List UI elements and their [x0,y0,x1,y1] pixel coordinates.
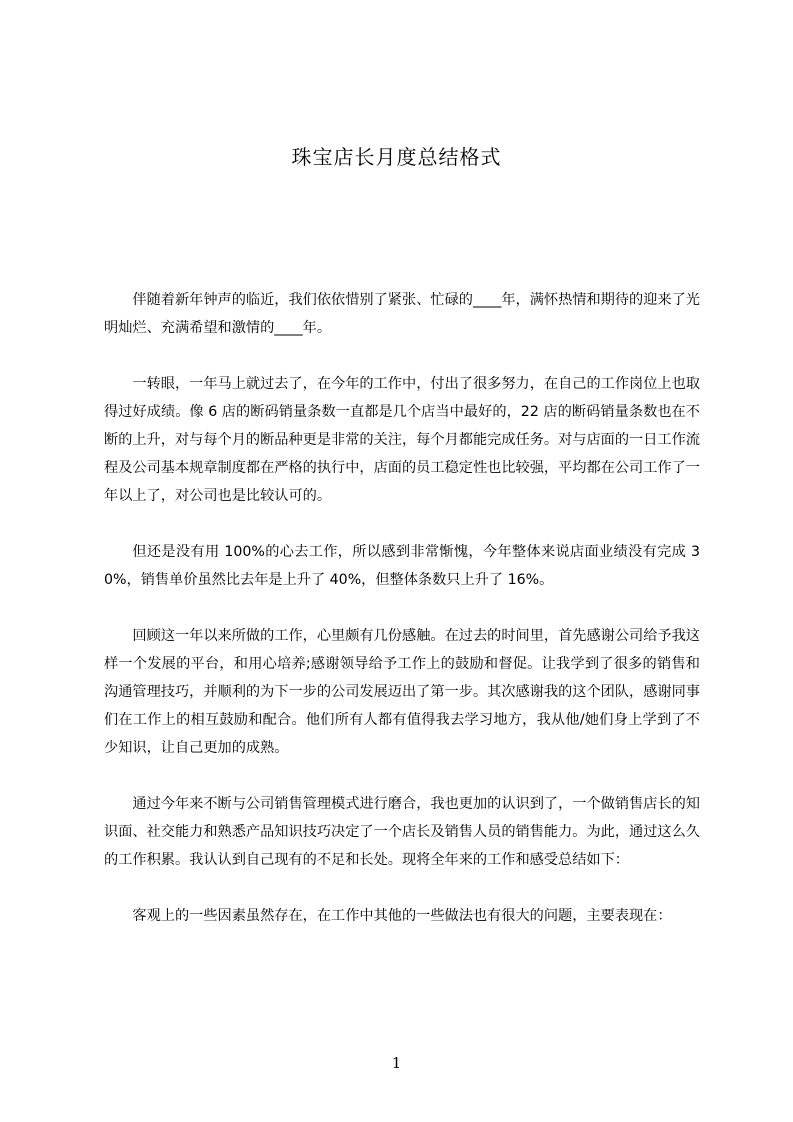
page-number: 1 [391,1054,402,1072]
document-body [104,286,700,958]
paragraph-2: 一转眼，一年马上就过去了，在今年的工作中，付出了很多努力，在自己的工作岗位上也取得过好成绩。像 6 店的断码销量条数一直都是几个店当中最好的，22 店的断码销量条数也在不断的上升，对与每个月的断品种更是非常的关注，每个月都能完成任务。对与店面的一日工作流程及公司基本规章制度都在严格的执行中，店面的员工稳定性也比较强，平均都在公司工作了一年以上了，对公司也是比较认可的。 [104,376,700,504]
paragraph-5: 通过今年来不断与公司销售管理模式进行磨合，我也更加的认识到了，一个做销售店长的知识面、社交能力和熟悉产品知识技巧决定了一个店长及销售人员的销售能力。为此，通过这么久的工作积累。我认认到自己现有的不足和长处。现将全年来的工作和感受总结如下： [104,796,700,868]
paragraph-1: 伴随着新年钟声的临近，我们依依惜别了紧张、忙碌的____年，满怀热情和期待的迎来了光明灿烂、充满希望和激情的____年。 [104,292,700,336]
document-title: 珠宝店长月度总结格式 [291,145,502,169]
paragraph-3: 但还是没有用 100%的心去工作，所以感到非常惭愧，今年整体来说店面业绩没有完成 30%，销售单价虽然比去年是上升了 40%，但整体条数只上升了 16%。 [104,544,700,588]
paragraph-6: 客观上的一些因素虽然存在，在工作中其他的一些做法也有很大的问题，主要表现在： [132,908,672,924]
paragraph-4: 回顾这一年以来所做的工作，心里颇有几份感触。在过去的时间里，首先感谢公司给予我这样一个发展的平台，和用心培养;感谢领导给予工作上的鼓励和督促。让我学到了很多的销售和沟通管理技巧，并顺利的为下一步的公司发展迈出了第一步。其次感谢我的这个团队，感谢同事们在工作上的相互鼓励和配合。他们所有人都有值得我去学习地方，我从他/她们身上学到了不少知识，让自己更加的成熟。 [104,628,700,756]
